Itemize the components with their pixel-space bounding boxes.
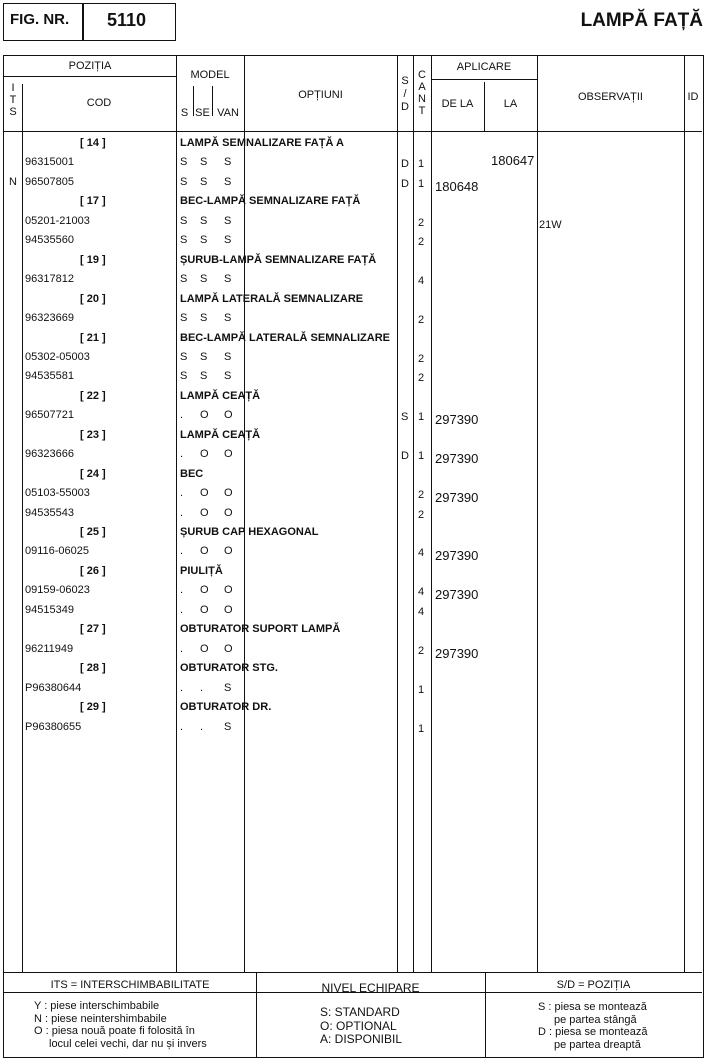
sd-value: D <box>401 158 409 171</box>
group-name: BEC <box>180 467 204 480</box>
cant-value: 2 <box>418 489 425 502</box>
group-name: LAMPĂ SEMNALIZARE FAȚĂ A <box>180 137 344 149</box>
part-code: 94515349 <box>25 603 74 616</box>
model-van-value: S <box>224 312 232 325</box>
cant-value: 2 <box>418 372 425 385</box>
header-de-la: DE LA <box>441 98 474 110</box>
model-se-value: S <box>200 234 208 247</box>
cant-value: 2 <box>418 644 425 657</box>
header-la: LA <box>503 98 518 110</box>
sd-value: S <box>401 411 409 424</box>
cant-value: 1 <box>418 411 425 424</box>
header-aplicare: APLICARE <box>456 61 512 73</box>
group-name: ȘURUB-LAMPĂ SEMNALIZARE FAȚĂ <box>180 253 377 266</box>
part-code: 05201-21003 <box>25 214 90 227</box>
model-s-value: S <box>180 370 188 383</box>
row-line-aplicare <box>431 79 537 80</box>
model-se-value: O <box>200 603 209 616</box>
cant-value: 4 <box>418 547 425 560</box>
cant-value: 1 <box>418 177 425 190</box>
part-code: 09116-06025 <box>25 545 90 558</box>
cant-value: 2 <box>418 236 425 249</box>
model-van-value: S <box>224 720 232 733</box>
aplicare-de-la: 297390 <box>435 587 479 603</box>
model-s-value: S <box>180 156 188 169</box>
group-position: [ 28 ] <box>80 662 106 675</box>
col-line-optiuni <box>397 56 398 972</box>
cant-value: 2 <box>418 216 425 229</box>
header-optiuni: OPȚIUNI <box>298 89 343 101</box>
group-position: [ 14 ] <box>80 137 106 149</box>
header-model-se: SE <box>195 107 210 119</box>
model-van-value: O <box>224 487 233 500</box>
sd-value: D <box>401 177 409 190</box>
aplicare-de-la: 297390 <box>435 451 479 467</box>
model-van-value: O <box>224 409 233 422</box>
cant-value: 1 <box>418 450 425 463</box>
cant-value: 4 <box>418 275 425 288</box>
fig-box-divider <box>82 3 84 41</box>
legend-nivel-list: S: STANDARD O: OPTIONAL A: DISPONIBIL <box>320 1005 403 1046</box>
fig-label: FIG. NR. <box>10 11 70 28</box>
model-van-value: O <box>224 642 233 655</box>
cant-value: 2 <box>418 508 425 521</box>
col-line-aplicare <box>537 56 538 972</box>
model-van-value: S <box>224 175 232 188</box>
model-van-value: S <box>224 234 232 247</box>
model-van-value: O <box>224 545 233 558</box>
sd-value: D <box>401 450 409 463</box>
observatii-value: 21W <box>539 218 562 231</box>
model-se-value: S <box>200 156 208 169</box>
col-line-sd <box>413 56 414 972</box>
col-line-observatii <box>684 56 685 972</box>
part-code: 09159-06023 <box>25 584 90 597</box>
header-pozitia: POZIȚIA <box>68 60 112 72</box>
row-line-footer-top <box>4 972 702 973</box>
part-code: 96323669 <box>25 312 74 325</box>
cant-value: 2 <box>418 352 425 365</box>
part-code: 94535543 <box>25 506 74 519</box>
group-position: [ 19 ] <box>80 253 106 266</box>
model-se-value: O <box>200 642 209 655</box>
part-code: 96507721 <box>25 409 74 422</box>
model-van-value: O <box>224 584 233 597</box>
group-name: PIULIȚĂ <box>180 564 223 577</box>
model-se-value: S <box>200 350 208 363</box>
model-se-value: S <box>200 312 208 325</box>
group-position: [ 29 ] <box>80 701 106 714</box>
group-name: BEC-LAMPĂ LATERALĂ SEMNALIZARE <box>180 331 391 344</box>
header-model: MODEL <box>190 69 230 81</box>
model-van-value: S <box>224 214 232 227</box>
header-cod: COD <box>86 97 112 109</box>
model-s-value: . <box>180 545 184 558</box>
header-model-s: S <box>180 107 189 119</box>
model-s-value: . <box>180 603 184 616</box>
model-se-value: O <box>200 584 209 597</box>
row-line-pozitia <box>4 76 176 77</box>
part-code: 96315001 <box>25 156 74 169</box>
part-code: 96211949 <box>25 642 74 655</box>
model-s-value: S <box>180 350 188 363</box>
model-se-value: S <box>200 214 208 227</box>
part-code: 94535581 <box>25 370 74 383</box>
model-van-value: S <box>224 273 232 286</box>
cant-value: 1 <box>418 722 425 735</box>
aplicare-de-la: 297390 <box>435 412 479 428</box>
model-s-value: S <box>180 312 188 325</box>
aplicare-de-la: 180648 <box>435 178 479 194</box>
part-code: 05302-05003 <box>25 350 90 363</box>
group-position: [ 21 ] <box>80 331 106 344</box>
model-se-value: O <box>200 448 209 461</box>
parts-table <box>3 55 704 1058</box>
model-se-value: O <box>200 506 209 519</box>
group-name: LAMPĂ LATERALĂ SEMNALIZARE <box>180 292 364 305</box>
model-s-value: . <box>180 409 184 422</box>
header-its: I T S <box>9 82 17 118</box>
col-line-its <box>22 84 23 972</box>
row-line-header-bottom <box>4 131 702 132</box>
model-se-value: S <box>200 273 208 286</box>
model-s-value: . <box>180 506 184 519</box>
legend-its-list: Y : piese interschimbabile N : piese neintershimbabile O : piesa nouă poate fi folosită în locul celei vechi, dar nu și invers <box>34 1000 207 1050</box>
part-code: P96380655 <box>25 720 82 733</box>
model-se-value: S <box>200 370 208 383</box>
aplicare-de-la: 297390 <box>435 490 479 506</box>
model-van-value: S <box>224 350 232 363</box>
model-s-value: . <box>180 487 184 500</box>
header-observatii: OBSERVAȚII <box>577 91 643 103</box>
cant-value: 4 <box>418 586 425 599</box>
fig-number: 5110 <box>107 10 147 30</box>
model-s-value: S <box>180 273 188 286</box>
legend-its-title: ITS = INTERSCHIMBABILITATE <box>50 979 210 991</box>
header-cant: C A N T <box>418 69 426 117</box>
cant-value: 1 <box>418 158 425 171</box>
model-s-value: S <box>180 234 188 247</box>
model-s-value: S <box>180 175 188 188</box>
legend-sd-title: S/D = POZIȚIA <box>556 979 631 991</box>
model-s-value: . <box>180 720 184 733</box>
model-se-value: . <box>200 681 204 694</box>
model-s-value: . <box>180 448 184 461</box>
cant-value: 1 <box>418 683 425 696</box>
group-position: [ 22 ] <box>80 389 106 402</box>
group-position: [ 24 ] <box>80 467 106 480</box>
page-title: LAMPĂ FAȚĂ <box>580 10 703 31</box>
legend-sd-list: S : piesa se montează pe partea stângă D : piesa se montează pe partea dreaptă <box>538 1001 648 1051</box>
model-se-value: S <box>200 175 208 188</box>
model-se-value: O <box>200 409 209 422</box>
legend-nivel-title: NIVEL ECHIPARE <box>321 981 420 995</box>
group-position: [ 26 ] <box>80 564 106 577</box>
cant-value: 4 <box>418 605 425 618</box>
group-position: [ 25 ] <box>80 526 106 538</box>
group-position: [ 23 ] <box>80 428 106 441</box>
aplicare-de-la: 297390 <box>435 645 479 661</box>
part-code: 96323666 <box>25 448 74 461</box>
aplicare-de-la: 297390 <box>435 548 479 564</box>
model-van-value: O <box>224 603 233 616</box>
group-name: LAMPĂ CEAȚĂ <box>180 389 261 402</box>
header-model-van: VAN <box>217 107 239 119</box>
header-id: ID <box>687 91 699 103</box>
part-code: 05103-55003 <box>25 487 90 500</box>
model-se-value: O <box>200 487 209 500</box>
group-name: ȘURUB CAP HEXAGONAL <box>180 526 319 538</box>
model-se-value: . <box>200 720 204 733</box>
model-van-value: O <box>224 448 233 461</box>
cant-value: 2 <box>418 314 425 327</box>
model-s-value: . <box>180 584 184 597</box>
group-name: OBTURATOR STG. <box>180 662 278 675</box>
model-s-value: S <box>180 214 188 227</box>
part-code: P96380644 <box>25 681 82 694</box>
col-line-cod <box>176 56 177 972</box>
model-van-value: S <box>224 681 232 694</box>
group-name: BEC-LAMPĂ SEMNALIZARE FAȚĂ <box>180 195 361 208</box>
aplicare-la: 180647 <box>491 153 535 169</box>
model-van-value: S <box>224 370 232 383</box>
model-van-value: O <box>224 506 233 519</box>
part-code: 94535560 <box>25 234 74 247</box>
model-se-value: O <box>200 545 209 558</box>
group-position: [ 17 ] <box>80 195 106 208</box>
model-s-value: . <box>180 681 184 694</box>
group-position: [ 27 ] <box>80 623 106 636</box>
header-sd: S / D <box>401 75 409 113</box>
group-name: OBTURATOR SUPORT LAMPĂ <box>180 623 341 636</box>
group-position: [ 20 ] <box>80 292 106 305</box>
its-value: N <box>9 175 17 188</box>
col-line-cant <box>431 56 432 972</box>
group-name: LAMPĂ CEAȚĂ <box>180 428 261 441</box>
group-name: OBTURATOR DR. <box>180 701 272 714</box>
model-van-value: S <box>224 156 232 169</box>
model-s-value: . <box>180 642 184 655</box>
col-line-model <box>244 56 245 972</box>
part-code: 96317812 <box>25 273 74 286</box>
part-code: 96507805 <box>25 175 74 188</box>
